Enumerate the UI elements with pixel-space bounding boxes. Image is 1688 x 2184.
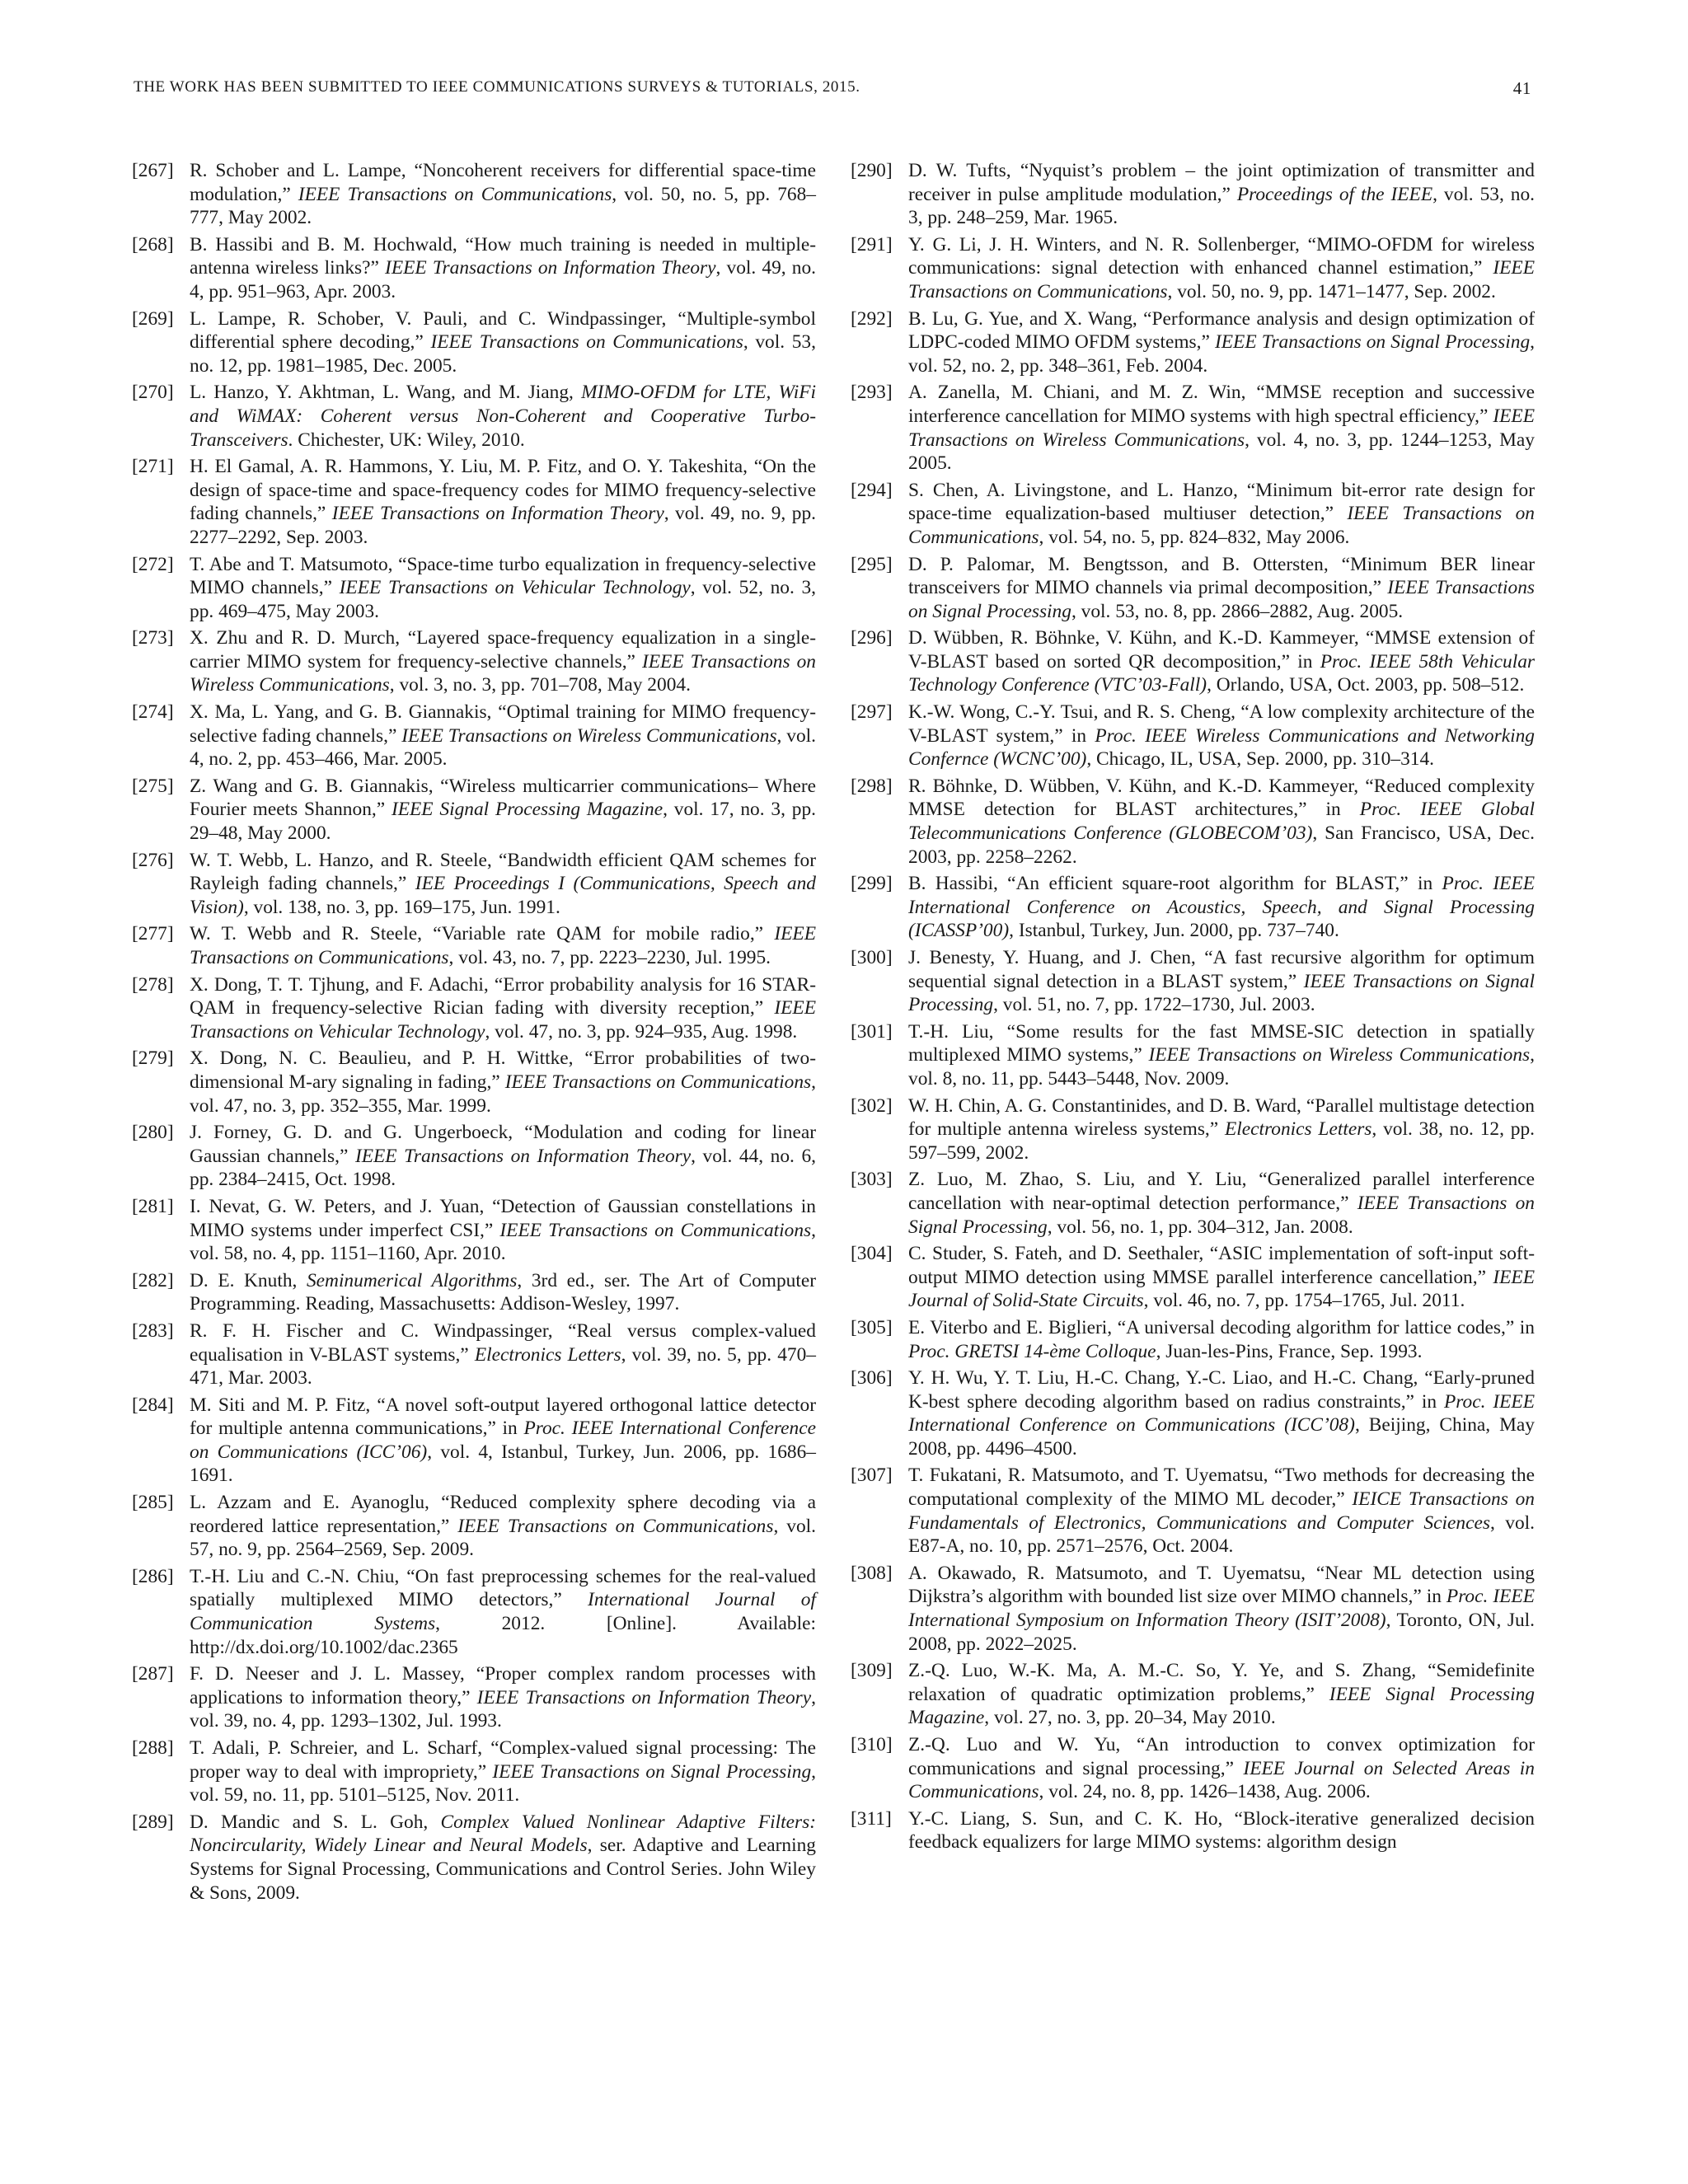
- reference-item: [132, 1319, 816, 1390]
- reference-item: [132, 455, 816, 549]
- reference-segment: , Istanbul, Turkey, Jun. 2000, pp. 737–740.: [1009, 920, 1339, 942]
- reference-venue: IEEE Transactions on Wireless Communications: [1148, 1044, 1531, 1066]
- reference-segment: M. Siti and M. P. Fitz, “A novel soft-output layered orthogonal lattice detector for multiple antenna communications,” in: [190, 1394, 816, 1440]
- reference-item: [851, 233, 1535, 304]
- reference-text: [908, 234, 1535, 302]
- reference-segment: X. Dong, T. T. Tjhung, and F. Adachi, “Error probability analysis for 16 STAR-QAM in frequency-selective Rician fading with diversity reception,”: [190, 973, 816, 1019]
- reference-venue: Proc. GRETSI 14-ème Colloque: [908, 1340, 1156, 1362]
- reference-item: [132, 973, 816, 1044]
- reference-number: [289]: [132, 1811, 174, 1833]
- reference-segment: R. F. H. Fischer and C. Windpassinger, “Real versus complex-valued equalisation in V-BLAST systems,”: [190, 1319, 816, 1366]
- reference-item: [132, 233, 816, 304]
- reference-number: [279]: [132, 1047, 174, 1070]
- reference-item: [132, 1662, 816, 1733]
- reference-venue: Electronics Letters: [1224, 1118, 1372, 1141]
- reference-text: [908, 1367, 1535, 1460]
- reference-segment: L. Azzam and E. Ayanoglu, “Reduced complexity sphere decoding via a reordered lattice representation,”: [190, 1492, 816, 1537]
- reference-number: [288]: [132, 1737, 174, 1759]
- reference-segment: Y. G. Li, J. H. Winters, and N. R. Sollenberger, “MIMO-OFDM for wireless communications: signal detection with enhanced channel estimation,”: [908, 233, 1535, 279]
- reference-segment: , vol. 4, no. 2, pp. 453–466, Mar. 2005.: [190, 724, 816, 771]
- reference-number: [292]: [851, 307, 893, 330]
- reference-segment: , vol. 57, no. 9, pp. 2564–2569, Sep. 2009.: [190, 1515, 816, 1561]
- reference-segment: , vol. 39, no. 5, pp. 470–471, Mar. 2003.: [190, 1343, 816, 1390]
- reference-venue: Complex Valued Nonlinear Adaptive Filters: Noncircularity, Widely Linear and Neural Models: [190, 1811, 817, 1857]
- reference-segment: R. Schober and L. Lampe, “Noncoherent receivers for differential space-time modulation,”: [190, 160, 816, 205]
- reference-venue: IEICE Transactions on Fundamentals of Electronics, Communications and Computer Sciences: [908, 1488, 1535, 1534]
- reference-segment: , vol. 39, no. 4, pp. 1293–1302, Jul. 1993.: [190, 1686, 816, 1732]
- reference-text: [908, 1660, 1535, 1728]
- reference-segment: , ser. Adaptive and Learning Systems for Signal Processing, Communications and Control Series. John Wiley & Sons, 2009.: [190, 1835, 817, 1904]
- reference-venue: IEEE Transactions on Wireless Communications: [401, 724, 777, 747]
- reference-number: [302]: [851, 1094, 893, 1117]
- reference-text: [190, 776, 816, 844]
- reference-number: [296]: [851, 627, 893, 649]
- reference-segment: D. E. Knuth,: [190, 1269, 307, 1291]
- reference-number: [282]: [132, 1269, 174, 1291]
- reference-venue: IEEE Transactions on Communications: [908, 257, 1535, 302]
- reference-text: [908, 873, 1535, 941]
- reference-item: [132, 922, 816, 969]
- reference-venue: IEEE Transactions on Information Theory: [331, 503, 664, 525]
- reference-venue: Proc. IEEE Wireless Communications and Networking Confernce (WCNC’00): [908, 724, 1535, 771]
- reference-venue: IEEE Transactions on Vehicular Technology: [339, 577, 691, 599]
- reference-segment: J. Forney, G. D. and G. Ungerboeck, “Modulation and coding for linear Gaussian channels,”: [190, 1122, 816, 1167]
- reference-segment: , vol. 43, no. 7, pp. 2223–2230, Jul. 1995.: [448, 947, 771, 968]
- reference-number: [308]: [851, 1562, 893, 1584]
- reference-item: [851, 159, 1535, 230]
- reference-number: [280]: [132, 1122, 174, 1144]
- reference-venue: IEEE Transactions on Signal Processing: [1214, 331, 1531, 354]
- reference-number: [285]: [132, 1492, 174, 1514]
- reference-number: [275]: [132, 775, 174, 797]
- reference-segment: , Juan-les-Pins, France, Sep. 1993.: [1156, 1340, 1423, 1362]
- reference-segment: , vol. 47, no. 3, pp. 352–355, Mar. 1999.: [190, 1071, 816, 1117]
- reference-text: [190, 850, 816, 918]
- reference-number: [295]: [851, 553, 893, 575]
- reference-number: [305]: [851, 1316, 893, 1338]
- reference-number: [291]: [851, 233, 893, 255]
- reference-venue: IEEE Transactions on Communications: [499, 1219, 812, 1241]
- reference-segment: D. Wübben, R. Böhnke, V. Kühn, and K.-D. Kammeyer, “MMSE extension of V-BLAST based on sorted QR decomposition,” in: [908, 627, 1535, 673]
- reference-venue: IEEE Transactions on Information Theory: [385, 257, 716, 279]
- reference-venue: IEEE Transactions on Communications: [298, 183, 612, 205]
- reference-segment: B. Hassibi, “An efficient square-root algorithm for BLAST,” in: [908, 873, 1442, 895]
- reference-text: [190, 1047, 816, 1116]
- reference-venue: Seminumerical Algorithms: [306, 1269, 518, 1291]
- reference-text: [190, 554, 816, 622]
- reference-venue: IEEE Transactions on Vehicular Technology: [190, 997, 816, 1043]
- reference-text: [190, 1270, 816, 1315]
- reference-segment: , vol. 4, no. 3, pp. 1244–1253, May 2005.: [908, 429, 1536, 475]
- reference-segment: , vol. 52, no. 3, pp. 469–475, May 2003.: [190, 577, 816, 622]
- reference-segment: A. Okawado, R. Matsumoto, and T. Uyematsu, “Near ML detection using Dijkstra’s algorithm with bounded list size over MIMO channels,” in: [908, 1562, 1535, 1608]
- reference-venue: IEEE Signal Processing Magazine: [908, 1683, 1536, 1729]
- reference-segment: , vol. 4, Istanbul, Turkey, Jun. 2006, pp. 1686–1691.: [190, 1441, 816, 1487]
- reference-venue: IEEE Transactions on Information Theory: [354, 1145, 692, 1167]
- reference-text: [908, 1317, 1535, 1362]
- reference-venue: IEEE Transactions on Communications: [504, 1071, 812, 1093]
- reference-text: [908, 480, 1535, 548]
- reference-segment: W. T. Webb, L. Hanzo, and R. Steele, “Bandwidth efficient QAM schemes for Rayleigh fading channels,”: [190, 849, 816, 895]
- reference-venue: Proc. IEEE International Conference on Communications (ICC’08): [908, 1390, 1536, 1436]
- reference-text: [190, 160, 816, 228]
- reference-text: [190, 1394, 816, 1487]
- reference-item: [132, 553, 816, 624]
- reference-item: [132, 159, 816, 230]
- reference-number: [287]: [132, 1663, 174, 1685]
- reference-text: [908, 701, 1535, 770]
- reference-venue: IEEE Signal Processing Magazine: [391, 799, 663, 821]
- running-header: [134, 78, 1531, 96]
- reference-segment: W. T. Webb and R. Steele, “Variable rate QAM for mobile radio,”: [190, 923, 775, 945]
- reference-number: [290]: [851, 160, 893, 181]
- reference-segment: , vol. 50, no. 5, pp. 768–777, May 2002.: [190, 183, 816, 229]
- reference-segment: , vol. E87-A, no. 10, pp. 2571–2576, Oct. 2004.: [908, 1511, 1536, 1558]
- reference-number: [299]: [851, 873, 893, 895]
- reference-item: [851, 1807, 1535, 1854]
- reference-item: [132, 1736, 816, 1807]
- reference-item: [851, 1020, 1535, 1091]
- reference-venue: Electronics Letters: [474, 1343, 621, 1366]
- reference-item: [851, 775, 1535, 869]
- reference-item: [851, 701, 1535, 771]
- reference-venue: IEEE Transactions on Signal Processing: [908, 577, 1535, 622]
- reference-segment: , vol. 49, no. 4, pp. 951–963, Apr. 2003.: [190, 257, 816, 302]
- reference-segment: B. Lu, G. Yue, and X. Wang, “Performance analysis and design optimization of LDPC-coded MIMO OFDM systems,”: [908, 307, 1535, 354]
- reference-number: [300]: [851, 947, 893, 968]
- reference-item: [851, 1366, 1535, 1460]
- reference-item: [132, 701, 816, 771]
- reference-number: [267]: [132, 160, 174, 181]
- reference-text: [190, 382, 816, 450]
- reference-item: [132, 1047, 816, 1118]
- reference-item: [851, 1464, 1535, 1558]
- reference-segment: , vol. 59, no. 11, pp. 5101–5125, Nov. 2011.: [190, 1760, 816, 1807]
- reference-text: [190, 923, 816, 968]
- reference-number: [304]: [851, 1243, 893, 1265]
- reference-number: [276]: [132, 849, 174, 871]
- reference-segment: , vol. 138, no. 3, pp. 169–175, Jun. 1991.: [243, 896, 560, 918]
- reference-number: [303]: [851, 1169, 893, 1191]
- reference-number: [281]: [132, 1195, 174, 1217]
- reference-segment: , vol. 47, no. 3, pp. 924–935, Aug. 1998.: [485, 1020, 798, 1043]
- reference-segment: J. Benesty, Y. Huang, and J. Chen, “A fast recursive algorithm for optimum sequential signal detection in a BLAST system,”: [908, 947, 1535, 992]
- references-right-column: [851, 159, 1535, 1858]
- reference-item: [132, 1269, 816, 1316]
- reference-segment: Z. Luo, M. Zhao, S. Liu, and Y. Liu, “Generalized parallel interference cancellation with near-optimal detection performance,”: [908, 1169, 1535, 1214]
- reference-number: [297]: [851, 701, 893, 724]
- reference-text: [190, 627, 816, 696]
- reference-venue: IEEE Transactions on Wireless Communications: [190, 650, 816, 696]
- reference-segment: , vol. 27, no. 3, pp. 20–34, May 2010.: [984, 1707, 1276, 1729]
- reference-item: [851, 1316, 1535, 1363]
- reference-segment: , vol. 54, no. 5, pp. 824–832, May 2006.: [1039, 526, 1350, 548]
- reference-number: [311]: [851, 1807, 892, 1830]
- reference-number: [283]: [132, 1319, 174, 1342]
- reference-number: [277]: [132, 923, 174, 945]
- reference-text: [908, 1243, 1535, 1311]
- reference-venue: IEEE Transactions on Communications: [430, 331, 743, 354]
- reference-segment: D. P. Palomar, M. Bengtsson, and B. Ottersten, “Minimum BER linear transceivers for MIMO channels via primal decomposition,”: [908, 553, 1535, 599]
- reference-segment: Z. Wang and G. B. Giannakis, “Wireless multicarrier communications– Where Fourier meets Shannon,”: [190, 775, 816, 821]
- reference-segment: , 2012. [Online]. Available: http://dx.doi.org/10.1002/dac.2365: [190, 1613, 816, 1658]
- reference-segment: T. Adali, P. Schreier, and L. Scharf, “Complex-valued signal processing: The proper way to deal with impropriety,”: [190, 1737, 816, 1783]
- reference-number: [278]: [132, 973, 174, 996]
- reference-segment: R. Böhnke, D. Wübben, V. Kühn, and K.-D. Kammeyer, “Reduced complexity MMSE detection for BLAST architectures,” in: [908, 775, 1535, 821]
- reference-item: [851, 381, 1535, 475]
- reference-number: [272]: [132, 553, 174, 575]
- reference-item: [132, 626, 816, 697]
- reference-venue: IEEE Transactions on Communications: [908, 503, 1536, 548]
- reference-item: [851, 872, 1535, 943]
- reference-number: [293]: [851, 382, 893, 404]
- reference-item: [851, 626, 1535, 697]
- reference-venue: IEEE Transactions on Wireless Communications: [908, 405, 1535, 451]
- reference-venue: IEEE Journal on Selected Areas in Communications: [908, 1757, 1535, 1803]
- reference-text: [908, 382, 1535, 474]
- reference-text: [190, 1122, 816, 1190]
- reference-text: [190, 456, 816, 548]
- reference-text: [190, 1663, 816, 1732]
- reference-segment: F. D. Neeser and J. L. Massey, “Proper complex random processes with applications to information theory,”: [190, 1663, 816, 1708]
- reference-number: [309]: [851, 1660, 893, 1682]
- reference-segment: Z.-Q. Luo, W.-K. Ma, A. M.-C. So, Y. Ye, and S. Zhang, “Semidefinite relaxation of quadratic optimization problems,”: [908, 1660, 1535, 1705]
- reference-item: [851, 1094, 1535, 1165]
- reference-number: [306]: [851, 1367, 893, 1390]
- reference-number: [286]: [132, 1565, 174, 1587]
- reference-segment: T.-H. Liu, “Some results for the fast MMSE-SIC detection in spatially multiplexed MIMO systems,”: [908, 1020, 1535, 1066]
- reference-segment: , vol. 53, no. 8, pp. 2866–2882, Aug. 2005.: [1071, 600, 1404, 622]
- reference-text: [908, 1465, 1535, 1557]
- reference-segment: , 3rd ed., ser. The Art of Computer Programming. Reading, Massachusetts: Addison-Wesley, 1997.: [190, 1269, 817, 1315]
- reference-segment: , vol. 24, no. 8, pp. 1426–1438, Aug. 2006.: [1039, 1781, 1371, 1803]
- reference-number: [307]: [851, 1465, 893, 1487]
- reference-number: [284]: [132, 1394, 174, 1416]
- reference-text: [190, 1320, 816, 1389]
- reference-segment: Z.-Q. Luo and W. Yu, “An introduction to convex optimization for communications and signal processing,”: [908, 1734, 1535, 1779]
- reference-text: [908, 1563, 1535, 1655]
- reference-segment: , vol. 58, no. 4, pp. 1151–1160, Apr. 2010.: [190, 1219, 817, 1265]
- reference-segment: E. Viterbo and E. Biglieri, “A universal decoding algorithm for lattice codes,” in: [908, 1316, 1535, 1338]
- reference-text: [908, 776, 1535, 868]
- reference-text: [190, 308, 816, 377]
- reference-number: [298]: [851, 775, 893, 797]
- reference-venue: IEEE Transactions on Communications: [457, 1515, 774, 1537]
- reference-text: [190, 701, 816, 770]
- reference-item: [851, 1659, 1535, 1730]
- reference-segment: , vol. 46, no. 7, pp. 1754–1765, Jul. 2011.: [1143, 1290, 1465, 1312]
- reference-text: [908, 554, 1535, 622]
- reference-segment: S. Chen, A. Livingstone, and L. Hanzo, “Minimum bit-error rate design for space-time equalization-based multiuser detection,”: [908, 479, 1535, 525]
- reference-item: [851, 479, 1535, 550]
- reference-segment: , Chicago, IL, USA, Sep. 2000, pp. 310–314.: [1086, 748, 1435, 771]
- reference-segment: H. El Gamal, A. R. Hammons, Y. Liu, M. P. Fitz, and O. Y. Takeshita, “On the design of space-time and space-frequency codes for MIMO frequency-selective fading channels,”: [190, 456, 816, 525]
- reference-number: [268]: [132, 233, 174, 255]
- reference-segment: W. H. Chin, A. G. Constantinides, and D. B. Ward, “Parallel multistage detection for multiple antenna wireless systems,”: [908, 1094, 1535, 1141]
- reference-venue: IEEE Journal of Solid-State Circuits: [908, 1266, 1535, 1312]
- reference-segment: , vol. 53, no. 12, pp. 1981–1985, Dec. 2005.: [190, 331, 816, 377]
- reference-segment: D. W. Tufts, “Nyquist’s problem – the joint optimization of transmitter and receiver in pulse amplitude modulation,”: [908, 160, 1535, 205]
- reference-number: [310]: [851, 1734, 893, 1755]
- reference-item: [132, 1491, 816, 1562]
- reference-text: [190, 1566, 816, 1658]
- reference-segment: B. Hassibi and B. M. Hochwald, “How much training is needed in multiple-antenna wireless links?”: [190, 233, 816, 279]
- reference-number: [273]: [132, 627, 174, 649]
- reference-text: [190, 1196, 816, 1264]
- reference-text: [908, 1808, 1535, 1854]
- reference-segment: , vol. 17, no. 3, pp. 29–48, May 2000.: [190, 799, 816, 845]
- reference-number: [274]: [132, 701, 174, 724]
- reference-segment: , vol. 53, no. 3, pp. 248–259, Mar. 1965.: [908, 183, 1535, 229]
- reference-venue: Proc. IEEE 58th Vehicular Technology Conference (VTC’03-Fall): [908, 650, 1536, 696]
- reference-segment: , San Francisco, USA, Dec. 2003, pp. 2258–2262.: [908, 823, 1535, 868]
- reference-number: [271]: [132, 456, 174, 478]
- reference-venue: IEEE Transactions on Signal Processing: [908, 970, 1535, 1016]
- reference-item: [851, 307, 1535, 378]
- reference-item: [132, 1811, 816, 1905]
- reference-text: [908, 627, 1535, 696]
- reference-item: [132, 307, 816, 378]
- reference-item: [851, 1242, 1535, 1313]
- reference-segment: X. Zhu and R. D. Murch, “Layered space-frequency equalization in a single-carrier MIMO system for frequency-selective channels,”: [190, 627, 816, 673]
- reference-venue: Proc. IEEE International Conference on Communications (ICC’06): [190, 1418, 816, 1463]
- reference-segment: L. Hanzo, Y. Akhtman, L. Wang, and M. Jiang,: [190, 382, 582, 404]
- reference-number: [301]: [851, 1020, 893, 1043]
- reference-venue: IEEE Transactions on Signal Processing: [492, 1760, 812, 1783]
- reference-text: [190, 974, 816, 1043]
- reference-text: [908, 1021, 1535, 1090]
- reference-segment: K.-W. Wong, C.-Y. Tsui, and R. S. Cheng, “A low complexity architecture of the V-BLAST system,” in: [908, 701, 1535, 747]
- reference-segment: T. Fukatani, R. Matsumoto, and T. Uyematsu, “Two methods for decreasing the computational complexity of the MIMO ML decoder,”: [908, 1465, 1535, 1511]
- reference-number: [294]: [851, 479, 893, 501]
- reference-segment: Y. H. Wu, Y. T. Liu, H.-C. Chang, Y.-C. Liao, and H.-C. Chang, “Early-pruned K-best sphere decoding algorithm based on radius constraints,” in: [908, 1367, 1535, 1413]
- reference-item: [851, 553, 1535, 624]
- reference-segment: , vol. 44, no. 6, pp. 2384–2415, Oct. 1998.: [190, 1145, 816, 1191]
- reference-segment: , Orlando, USA, Oct. 2003, pp. 508–512.: [1207, 674, 1525, 696]
- reference-segment: , Toronto, ON, Jul. 2008, pp. 2022–2025.: [908, 1610, 1535, 1655]
- reference-number: [269]: [132, 307, 174, 330]
- reference-venue: IEEE Transactions on Communications: [190, 923, 816, 968]
- reference-segment: T. Abe and T. Matsumoto, “Space-time turbo equalization in frequency-selective MIMO channels,”: [190, 553, 816, 599]
- reference-text: [190, 1811, 816, 1904]
- reference-item: [132, 1121, 816, 1192]
- reference-text: [190, 1737, 816, 1806]
- reference-segment: L. Lampe, R. Schober, V. Pauli, and C. Windpassinger, “Multiple-symbol differential sphere decoding,”: [190, 307, 816, 354]
- reference-item: [132, 849, 816, 920]
- reference-venue: Proc. IEEE International Symposium on Information Theory (ISIT’2008): [908, 1586, 1535, 1632]
- reference-item: [851, 946, 1535, 1017]
- reference-text: [190, 234, 816, 302]
- reference-item: [851, 1733, 1535, 1804]
- reference-venue: Proc. IEEE International Conference on Acoustics, Speech, and Signal Processing (ICASSP’00): [908, 873, 1535, 942]
- reference-segment: Y.-C. Liang, S. Sun, and C. K. Ho, “Block-iterative generalized decision feedback equalizers for large MIMO systems: algorithm design: [908, 1807, 1535, 1854]
- references-left-column: [132, 159, 816, 1908]
- reference-venue: Proceedings of the IEEE: [1236, 183, 1433, 205]
- reference-item: [132, 1394, 816, 1488]
- page-number: 41: [1512, 78, 1531, 98]
- reference-item: [132, 1565, 816, 1659]
- reference-text: [908, 947, 1535, 1015]
- reference-text: [190, 1492, 816, 1560]
- reference-segment: I. Nevat, G. W. Peters, and J. Yuan, “Detection of Gaussian constellations in MIMO systems under imperfect CSI,”: [190, 1195, 816, 1241]
- reference-segment: C. Studer, S. Fateh, and D. Seethaler, “ASIC implementation of soft-input soft-output MIMO detection using MMSE parallel interference cancellation,”: [908, 1243, 1535, 1288]
- reference-venue: Proc. IEEE Global Telecommunications Conference (GLOBECOM’03): [908, 799, 1535, 845]
- reference-segment: , vol. 38, no. 12, pp. 597–599, 2002.: [908, 1118, 1535, 1164]
- reference-segment: , vol. 50, no. 9, pp. 1471–1477, Sep. 2002.: [1167, 280, 1496, 302]
- reference-item: [132, 381, 816, 452]
- reference-venue: IEE Proceedings I (Communications, Speech and Vision): [190, 873, 816, 918]
- reference-segment: , vol. 8, no. 11, pp. 5443–5448, Nov. 2009.: [908, 1044, 1535, 1090]
- reference-text: [908, 1095, 1535, 1164]
- reference-segment: D. Mandic and S. L. Goh,: [190, 1811, 441, 1833]
- reference-segment: A. Zanella, M. Chiani, and M. Z. Win, “MMSE reception and successive interference cancellation for MIMO systems with high spectral efficiency,”: [908, 382, 1535, 427]
- reference-text: [908, 1169, 1535, 1237]
- reference-venue: IEEE Transactions on Signal Processing: [908, 1192, 1535, 1238]
- reference-venue: MIMO-OFDM for LTE, WiFi and WiMAX: Coherent versus Non-Coherent and Cooperative Turbo-Transceivers: [190, 382, 816, 451]
- reference-number: [270]: [132, 382, 174, 404]
- reference-segment: , vol. 51, no. 7, pp. 1722–1730, Jul. 2003.: [993, 994, 1315, 1016]
- reference-item: [132, 775, 816, 846]
- reference-segment: X. Dong, N. C. Beaulieu, and P. H. Wittke, “Error probabilities of two-dimensional M-ary signaling in fading,”: [190, 1047, 816, 1093]
- reference-segment: , Beijing, China, May 2008, pp. 4496–4500.: [908, 1414, 1535, 1460]
- reference-text: [908, 308, 1535, 377]
- reference-segment: , vol. 49, no. 9, pp. 2277–2292, Sep. 2003.: [190, 503, 816, 548]
- reference-segment: X. Ma, L. Yang, and G. B. Giannakis, “Optimal training for MIMO frequency-selective fading channels,”: [190, 701, 816, 747]
- reference-item: [851, 1562, 1535, 1656]
- reference-segment: , vol. 56, no. 1, pp. 304–312, Jan. 2008.: [1047, 1216, 1353, 1238]
- reference-segment: . Chichester, UK: Wiley, 2010.: [288, 429, 525, 451]
- reference-segment: T.-H. Liu and C.-N. Chiu, “On fast preprocessing schemes for the real-valued spatially multiplexed MIMO detectors,”: [190, 1565, 816, 1611]
- reference-item: [851, 1168, 1535, 1239]
- reference-venue: IEEE Transactions on Information Theory: [476, 1686, 812, 1708]
- reference-segment: , vol. 52, no. 2, pp. 348–361, Feb. 2004.: [908, 331, 1535, 377]
- reference-item: [132, 1195, 816, 1266]
- reference-text: [908, 160, 1535, 228]
- reference-venue: International Journal of Communication Systems: [190, 1589, 816, 1635]
- reference-text: [908, 1734, 1535, 1802]
- reference-segment: , vol. 3, no. 3, pp. 701–708, May 2004.: [389, 674, 691, 696]
- journal-header-title: THE WORK HAS BEEN SUBMITTED TO IEEE COMMUNICATIONS SURVEYS & TUTORIALS, 2015.: [134, 78, 860, 96]
